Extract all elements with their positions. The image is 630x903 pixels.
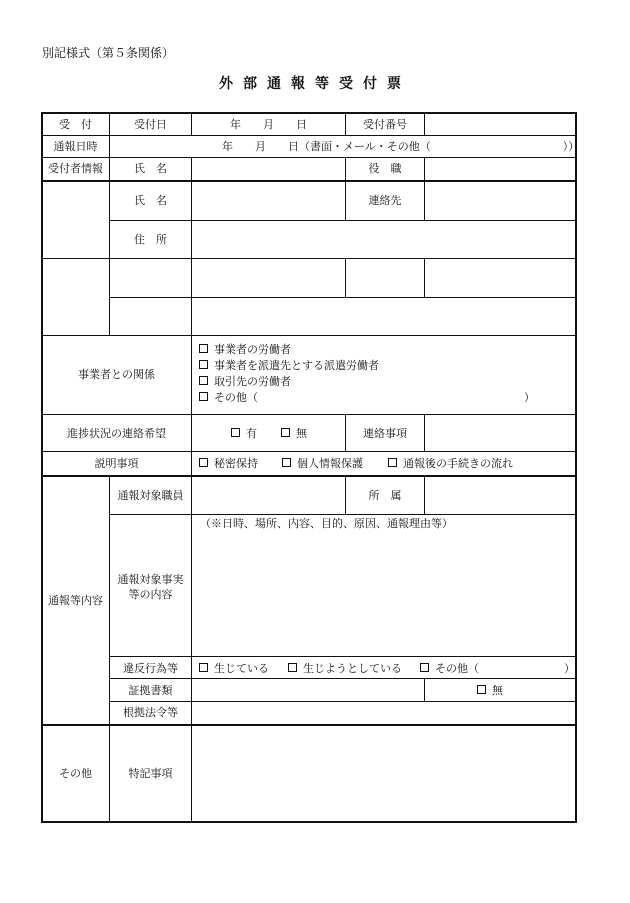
reporter-name-label: 氏 名 (134, 194, 167, 207)
table-rule (424, 678, 425, 701)
evidence-field[interactable] (192, 679, 424, 701)
progress-items-label: 連絡事項 (363, 427, 407, 440)
department-field[interactable] (425, 477, 575, 514)
progress-contact-label: 進捗状況の連絡希望 (67, 427, 166, 440)
violation-option-about-to[interactable]: 生じようとしている (288, 662, 402, 676)
table-rule (109, 135, 110, 157)
table-rule (41, 451, 576, 452)
checkbox-icon (288, 663, 297, 672)
progress-option-yes[interactable]: 有 (231, 427, 257, 441)
relation-option-employee[interactable]: 事業者の労働者 (199, 343, 291, 357)
report-datetime-field[interactable]: 年 月 日（書面・メール・その他（ ）） (222, 140, 580, 153)
reception-date-label: 受付日 (134, 118, 167, 131)
table-rule (110, 297, 576, 298)
table-rule (41, 724, 576, 726)
checkbox-icon (199, 392, 208, 401)
law-field[interactable] (192, 702, 575, 724)
table-rule (110, 656, 576, 657)
explanation-confidentiality[interactable]: 秘密保持 (199, 457, 258, 471)
table-rule (424, 258, 425, 297)
table-rule (345, 258, 346, 297)
table-rule (191, 335, 192, 475)
receiver-position-field[interactable] (425, 158, 575, 180)
explanation-privacy[interactable]: 個人情報保護 (282, 457, 363, 471)
report-content-label: 通報等内容 (48, 594, 103, 607)
checkbox-icon (282, 458, 291, 467)
report-datetime-label: 通報日時 (53, 140, 98, 153)
reporter-address-field[interactable] (192, 221, 575, 258)
checkbox-icon (199, 458, 208, 467)
reception-date-field[interactable]: 年 月 日 (230, 118, 307, 131)
relation-label: 事業者との関係 (78, 368, 155, 381)
reporter-contact-label: 連絡先 (368, 194, 402, 207)
reception-number-label: 受付番号 (363, 118, 407, 131)
facts-label-line1: 通報対象事実 (117, 573, 184, 586)
checkbox-icon (199, 376, 208, 385)
checkbox-icon (281, 428, 290, 437)
evidence-label: 証拠書類 (128, 684, 173, 697)
facts-field[interactable] (192, 532, 575, 655)
target-staff-field[interactable] (192, 477, 345, 514)
checkbox-icon (388, 458, 397, 467)
receiver-position-label: 役 職 (368, 162, 402, 175)
facts-note: （※日時、場所、内容、目的、原因、通報理由等） (200, 517, 453, 530)
reception-label: 受 付 (59, 118, 92, 131)
progress-items-field[interactable] (425, 415, 575, 451)
violation-option-occurring[interactable]: 生じている (199, 662, 269, 676)
remarks-label: 特記事項 (128, 767, 173, 780)
table-rule (41, 821, 576, 823)
checkbox-icon (199, 663, 208, 672)
reporter-name-field[interactable] (192, 182, 345, 220)
remarks-field[interactable] (192, 727, 575, 821)
table-rule (575, 112, 577, 823)
receiver-name-label: 氏 名 (134, 162, 167, 175)
relation-option-dispatched[interactable]: 事業者を派遣先とする派遣労働者 (199, 359, 379, 373)
form-title: 外部通報等受付票 (219, 76, 411, 92)
relation-option-other[interactable]: その他（ (199, 391, 258, 405)
evidence-none-option[interactable]: 無 (477, 684, 503, 698)
violation-option-other[interactable]: その他（ (420, 662, 479, 676)
table-rule (110, 514, 576, 515)
explanation-procedure[interactable]: 通報後の手続きの流れ (388, 457, 513, 471)
reception-number-field[interactable] (425, 113, 575, 135)
table-rule (41, 135, 576, 136)
checkbox-icon (199, 360, 208, 369)
other-label: その他 (59, 767, 92, 780)
receiver-name-field[interactable] (192, 158, 345, 180)
department-label: 所 属 (368, 489, 402, 502)
checkbox-icon (477, 685, 486, 694)
law-label: 根拠法令等 (123, 706, 178, 719)
reporter-contact-field[interactable] (425, 182, 575, 220)
receiver-info-label: 受付者情報 (48, 162, 103, 175)
reporter-address-label: 住 所 (134, 233, 167, 246)
form-reference: 別記様式（第５条関係） (42, 46, 175, 60)
checkbox-icon (199, 344, 208, 353)
relation-other-close: ） (524, 391, 535, 404)
table-rule (41, 335, 576, 336)
violation-label: 違反行為等 (123, 662, 178, 675)
progress-option-no[interactable]: 無 (281, 427, 307, 441)
target-staff-label: 通報対象職員 (117, 489, 184, 502)
table-rule (41, 258, 576, 259)
checkbox-icon (420, 663, 429, 672)
explanation-label: 説明事項 (94, 457, 139, 470)
relation-option-partner[interactable]: 取引先の労働者 (199, 375, 291, 389)
checkbox-icon (231, 428, 240, 437)
violation-other-close: ） (564, 662, 575, 675)
facts-label-line2: 等の内容 (128, 588, 173, 601)
